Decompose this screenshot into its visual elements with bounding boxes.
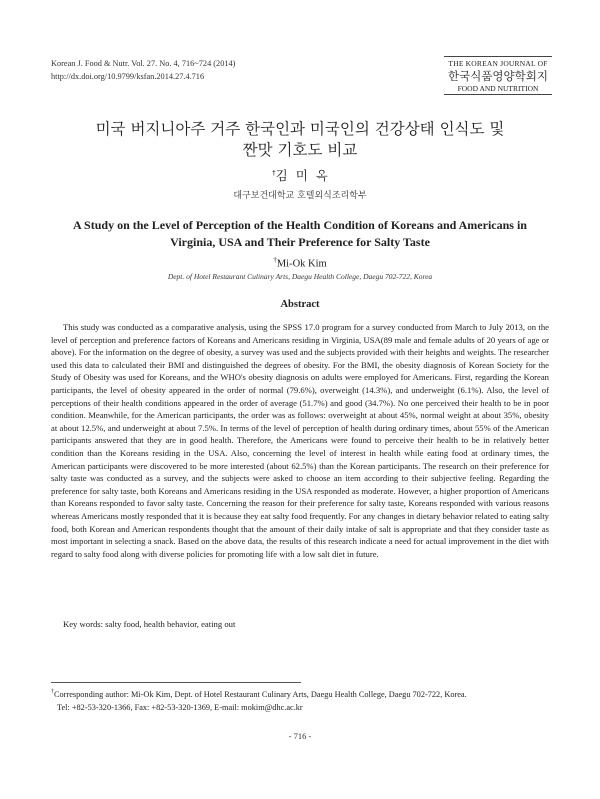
footnote-line1 (51, 686, 551, 701)
corresponding-mark: † (273, 256, 277, 264)
corresponding-author-footnote (51, 686, 551, 714)
footnote-mark: † (51, 689, 54, 695)
abstract-body: This study was conducted as a comparative analysis, using the SPSS 17.0 program for a survey conducted from March to July 2013, on the level of perception and preference factors of Koreans and Americans residing in Virginia, USA(89 male and female adults of 20 years of age or above). For the information on the degree of obesity, a survey was used and the subjects provided with their heights and weights. The researcher used this data to calculated their BMI and distinguished the degrees of obesity. For the BMI, the obesity diagnosis of Korean Society for the Study of Obesity was used for Koreans, and the WHO's obesity diagnosis on adults were employed for Americans. First, regarding the Korean participants, the level of obesity appeared in the order of normal (79.6%), overweight (14.3%), and underweight (6.1%). Also, the level of perceptions of their health conditions appeared in the order of average (51.7%) and good (34.7%). No one perceived their health to be in poor condition. Meanwhile, for the American participants, the order was as follows: overweight at about 45%, normal weight at about 35%, obesity at about 12.5%, and underweight at about 7.5%. In terms of the level of perception of health during ordinary times, about 55% of the American participants answered that they are in good health. Therefore, the Americans were found to perceive their health to be in relatively better condition than the Koreans residing in the USA. Also, concerning the level of interest in health while eating food at ordinary times, the American participants were discovered to be more interested (about 62.5%) than the Korean participants. The research on their preference for salty taste was conducted as a survey, and the subjects were asked to choose an item according to their subjective feeling. Regarding the preference for salty taste, both Koreans and Americans residing in the USA responded as moderate. However, a higher proportion of Americans than Koreans responded to favor salty taste. Concerning the reason for their preference for salty taste, Koreans responded with various reasons whereas Americans mostly responded that it is because they eat salty food frequently. For any changes in dietary behavior related to eating salty food, both Korean and American respondents thought that the amount of their daily intake of salt is appropriate and that they consider taste as most important in selecting a snack. Based on the above data, the results of this research indicate a need for actual improvement in the diet with regard to salty food along with diverse policies for promoting life with a low salt diet in future. (51, 322, 549, 559)
journal-name-en-top: THE KOREAN JOURNAL OF (448, 59, 548, 68)
author-korean-name: 김 미 옥 (275, 168, 328, 183)
journal-logo-block (444, 56, 552, 95)
footnote-text1: Corresponding author: Mi-Ok Kim, Dept. of Hotel Restaurant Culinary Arts, Daegu Health College, Daegu 702-722, Korea. (54, 689, 467, 699)
keywords: Key words: salty food, health behavior, eating out (63, 619, 236, 629)
author-english (0, 256, 600, 270)
affiliation-english: Dept. of Hotel Restaurant Culinary Arts, Daegu Health College, Daegu 702-722, Korea (167, 272, 433, 281)
title-korean-line2: 짠맛 기호도 비교 (242, 141, 358, 159)
title-english-line2: Virginia, USA and Their Preference for Salty Taste (170, 235, 430, 249)
title-korean-line1: 미국 버지니아주 거주 한국인과 미국인의 건강상태 인식도 및 (95, 120, 505, 138)
footnote-divider (51, 682, 301, 683)
author-english-name: Mi-Ok Kim (276, 258, 327, 270)
author-korean (0, 166, 600, 184)
journal-name-en-bottom: FOOD AND NUTRITION (457, 84, 539, 93)
page-number: - 716 - (288, 731, 312, 741)
journal-citation: Korean J. Food & Nutr. Vol. 27. No. 4, 716~724 (2014) (51, 59, 236, 68)
title-korean (60, 119, 540, 161)
affiliation-korean: 대구보건대학교 호텔외식조리학부 (233, 191, 367, 201)
abstract-heading: Abstract (280, 299, 320, 310)
title-english-line1: A Study on the Level of Perception of the Health Condition of Koreans and Americans in (73, 218, 527, 232)
footnote-line2: Tel: +82-53-320-1366, Fax: +82-53-320-1369, E-mail: mokim@dhc.ac.kr (57, 702, 303, 712)
corresponding-mark: † (272, 168, 276, 177)
doi-link[interactable]: http://dx.doi.org/10.9799/ksfan.2014.27.4.716 (51, 72, 205, 81)
journal-citation-block (51, 57, 235, 83)
journal-name-ko: 한국식품영양학회지 (448, 69, 548, 83)
title-english (55, 217, 545, 251)
